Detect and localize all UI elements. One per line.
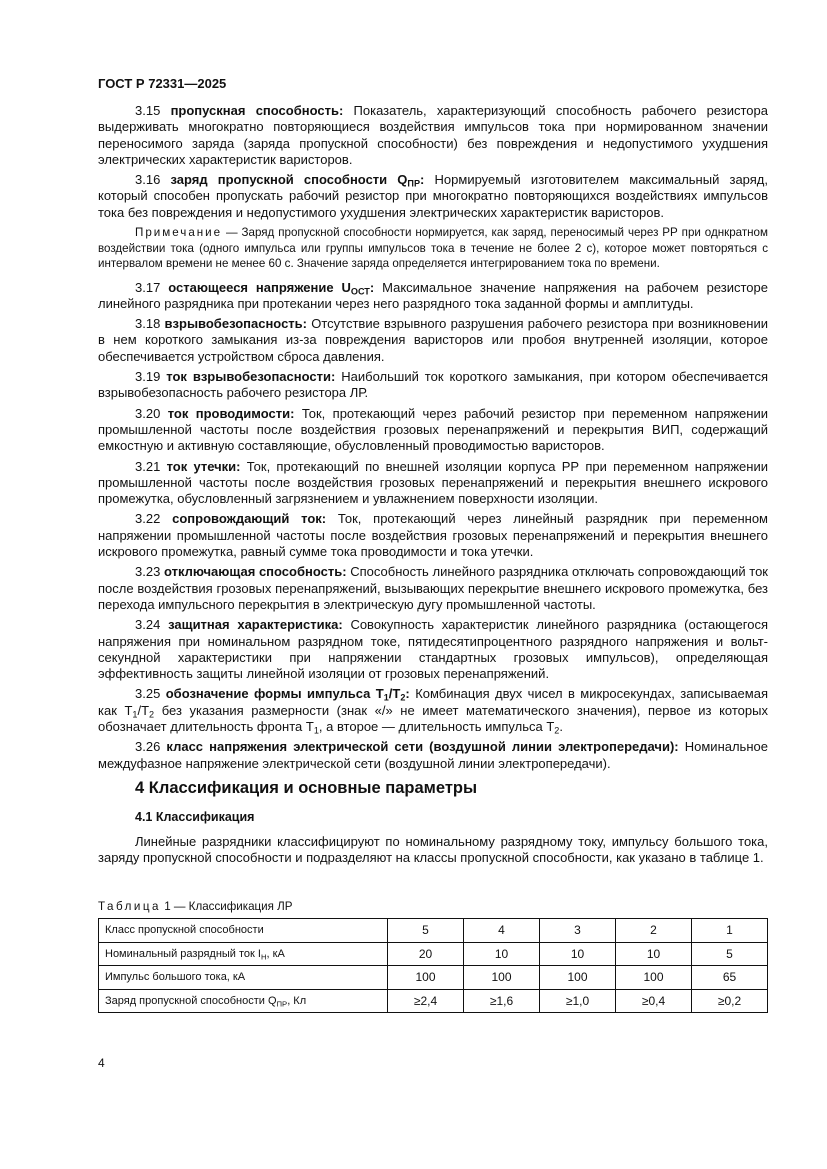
term-colon: : — [420, 172, 425, 188]
table-row — [99, 966, 768, 990]
row-label-subscript: ПР — [276, 999, 288, 1009]
table-cell: 3 — [540, 919, 616, 943]
definition-3-24 — [98, 617, 768, 682]
definition-text: Показатель, характеризующий способность рабочего резистора выдерживать многократно повторяющиеся воздействия импульсов тока при нормированном значении переносимого заряда (заряда пропускной способности) без повреждения и недопустимого ухудшения электрических характеристик варисторов. — [98, 103, 768, 167]
table-row — [99, 919, 768, 943]
table-cell: 2 — [616, 919, 692, 943]
definition-term: сопровождающий ток: — [172, 511, 327, 527]
definition-text: . — [559, 719, 563, 734]
term-colon: : — [369, 279, 375, 295]
table-caption — [98, 900, 292, 913]
table-caption-text: 1 — Классификация ЛР — [164, 900, 293, 913]
definition-3-21 — [98, 459, 768, 508]
definition-number: 3.26 — [135, 739, 161, 755]
definition-text: Отсутствие взрывного разрушения рабочего резистора при возникновении в нем короткого замыкания из-за повреждения варисторов или пробоя внутренней изоляции, которое обеспечивается устройством сброса давления. — [98, 316, 768, 364]
table-cell: 100 — [388, 966, 464, 990]
definition-text: Ток, протекающий через линейный разрядник при переменном напряжении промышленной частоты после воздействия грозовых перенапряжений и перекрытия внешнего искрового промежутка, равный сумме тока проводимости и тока утечки. — [98, 511, 768, 560]
table-caption-label: Таблица — [98, 900, 161, 913]
table-row — [99, 942, 768, 966]
definition-number: 3.22 — [135, 511, 161, 527]
page-number: 4 — [98, 1056, 105, 1070]
definition-text: Комбинация двух чисел в микросекундах, записываемая как T — [98, 686, 768, 718]
definition-text: Наибольший ток короткого замыкания, при котором обеспечивается взрывобезопасность рабочего резистора ЛР. — [98, 369, 768, 401]
definition-term: заряд пропускной способности Q — [170, 172, 408, 188]
table-cell: 20 — [388, 942, 464, 966]
definition-term: ток проводимости: — [167, 405, 295, 421]
definition-term: остающееся напряжение U — [168, 279, 351, 295]
table-cell: ≥0,2 — [692, 989, 768, 1013]
row-label — [99, 942, 388, 966]
definition-text: без указания размерности (знак «/» не имеет математического значения), первое из которых обозначает длительность фронта — [98, 702, 768, 734]
table-cell: ≥1,0 — [540, 989, 616, 1013]
text-subscript: 1 — [132, 709, 138, 720]
definition-term: ток утечки: — [166, 458, 241, 474]
definition-3-17 — [98, 280, 768, 313]
table-cell: 4 — [464, 919, 540, 943]
term-subscript: 2 — [400, 693, 406, 704]
classification-table — [98, 918, 768, 1013]
definition-term: пропускная способность: — [170, 103, 344, 118]
definition-text: Совокупность характеристик линейного разрядника (остающегося напряжения при номинальном разрядном токе, пятидесятипроцентного разрядного напряжения и вольт-секундной характеристики при напряжении стандартных грозовых импульсов), определяющая эффективность защиты линейной изоляции от грозовых перенапряжений. — [98, 617, 768, 682]
table-row — [99, 989, 768, 1013]
text-subscript: 2 — [554, 725, 560, 736]
definition-text: , а второе — длительность импульса — [318, 719, 543, 734]
table-cell: 1 — [692, 919, 768, 943]
term-slash: /T — [388, 686, 401, 702]
note-text: — Заряд пропускной способности нормируется, как заряд, переносимый через РР при однкратном воздействии тока (одного импульса или группы импульсов тока в течение не более 2 с), которое может повторяться с интервалом времени не менее 60 с. Значение заряда определяется интегрированием тока по времени. — [98, 226, 768, 271]
definition-text: Максимальное значение напряжения на рабочем резисторе линейного разрядника при протекании через него разрядного тока заданной формы и амплитуды. — [98, 279, 768, 311]
definition-number: 3.17 — [135, 279, 161, 295]
table-cell: 100 — [540, 966, 616, 990]
definition-number: 3.21 — [135, 458, 161, 474]
definition-text: /T — [137, 702, 150, 718]
definition-term: взрывобезопасность: — [164, 316, 307, 332]
table-cell: 5 — [692, 942, 768, 966]
table-cell: 5 — [388, 919, 464, 943]
text-subscript: 1 — [313, 725, 319, 736]
definition-number: 3.25 — [135, 686, 161, 702]
definition-3-22 — [98, 511, 768, 560]
definition-text: Способность линейного разрядника отключать сопровождающий ток после воздействия грозовых перенапряжений, вызывающих перекрытие внешнего искрового промежутка, без перехода импульсного перекрытия в электрическую дугу промышленной частоты. — [98, 564, 768, 612]
intro-paragraph: Линейные разрядники классифицируют по номинальному разрядному току, импульсу большого тока, заряду пропускной способности и подразделяют на классы пропускной способности, как указано в таблице 1. — [98, 834, 768, 866]
definition-number: 3.15 — [135, 103, 161, 118]
definition-number: 3.23 — [135, 564, 161, 580]
subsection-title: 4.1 Классификация — [135, 810, 255, 824]
definition-number: 3.18 — [135, 316, 161, 332]
row-label-text: Класс пропускной способности — [105, 924, 264, 937]
definition-text: T — [546, 719, 555, 734]
definition-3-20 — [98, 406, 768, 455]
document-header: ГОСТ Р 72331—2025 — [98, 76, 227, 91]
definition-term: обозначение формы импульса T — [165, 686, 384, 702]
definition-3-18 — [98, 316, 768, 365]
table-cell: ≥1,6 — [464, 989, 540, 1013]
table-cell: 100 — [616, 966, 692, 990]
table-cell: 100 — [464, 966, 540, 990]
table-cell: 10 — [540, 942, 616, 966]
definition-term: класс напряжения электрической сети (воздушной линии электропередачи): — [166, 739, 679, 755]
definition-term: отключающая способность: — [163, 564, 347, 580]
row-label — [99, 966, 388, 990]
definition-number: 3.20 — [135, 405, 161, 421]
definition-text: T — [305, 719, 314, 734]
definition-3-19 — [98, 369, 768, 402]
term-subscript: 1 — [383, 693, 389, 704]
definition-3-25 — [98, 686, 768, 735]
definition-term: защитная характеристика: — [168, 617, 343, 633]
definition-3-15 — [98, 103, 768, 168]
definition-term: ток взрывобезопасности: — [166, 369, 336, 385]
definition-text: Номинальное междуфазное напряжение электрической сети (воздушной линии электропередачи). — [98, 739, 768, 771]
definition-3-16 — [98, 172, 768, 221]
table-cell: 65 — [692, 966, 768, 990]
row-label — [99, 919, 388, 943]
definition-number: 3.19 — [135, 369, 161, 385]
definition-text: Ток, протекающий по внешней изоляции корпуса РР при переменном напряжении промышленной частоты после воздействия грозовых перенапряжений и перекрытия внешнего искрового промежутка, обусловленный загрязнением и увлажнением поверхности изоляции. — [98, 458, 768, 507]
term-subscript: ПР — [407, 178, 421, 189]
table-cell: 10 — [616, 942, 692, 966]
definition-text: Ток, протекающий через рабочий резистор при переменном напряжении промышленной частоты после воздействия грозовых перенапряжений и перекрытия ВИП, содержащий емкостную и активную составляющие, обусловленный проводимостью варисторов. — [98, 405, 768, 454]
table-cell: ≥0,4 — [616, 989, 692, 1013]
definition-number: 3.16 — [135, 172, 161, 188]
row-label-unit: , кА — [266, 947, 285, 960]
definition-text: Нормируемый изготовителем максимальный заряд, который способен пропускать рабочий резистор при многократно повторяющихся воздействиях импульсов тока без повреждения и недопустимого ухудшения электрических характеристик варисторов. — [98, 172, 768, 220]
note-label: Примечание — [135, 226, 223, 240]
section-title: 4 Классификация и основные параметры — [135, 779, 478, 797]
term-colon: : — [405, 686, 410, 702]
definition-3-23 — [98, 564, 768, 613]
row-label-text: Импульс большого тока, кА — [105, 971, 246, 984]
row-label-text: Заряд пропускной способности Q — [105, 994, 277, 1007]
row-label-subscript: Н — [260, 952, 267, 962]
term-subscript: ОСТ — [350, 286, 370, 297]
row-label-text: Номинальный разрядный ток I — [105, 947, 261, 960]
note-3-16 — [98, 225, 768, 272]
row-label-unit: , Кл — [287, 994, 307, 1007]
definitions-block — [98, 103, 768, 776]
table-cell: ≥2,4 — [388, 989, 464, 1013]
definition-number: 3.24 — [135, 617, 161, 633]
table-cell: 10 — [464, 942, 540, 966]
row-label — [99, 989, 388, 1013]
text-subscript: 2 — [149, 709, 155, 720]
definition-3-26 — [98, 739, 768, 772]
